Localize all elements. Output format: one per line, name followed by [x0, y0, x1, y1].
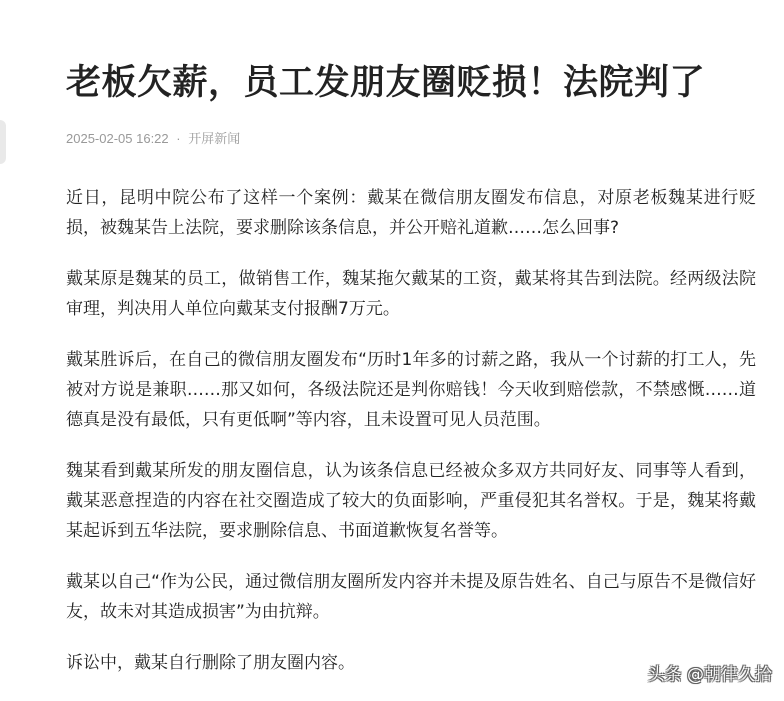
article-meta: [66, 128, 240, 147]
paragraph: 诉讼中，戴某自行删除了朋友圈内容。: [66, 653, 355, 673]
publish-date: 2025-02-05 16:22: [66, 131, 169, 146]
paragraph: 戴某以自己“作为公民，通过微信朋友圈所发内容并未提及原告姓名、自己与原告不是微信好友，故未对其造成损害”为由抗辩。: [66, 572, 756, 622]
meta-separator: ·: [176, 131, 181, 146]
paragraph: 魏某看到戴某所发的朋友圈信息，认为该条信息已经被众多双方共同好友、同事等人看到，戴某恶意捏造的内容在社交圈造成了较大的负面影响，严重侵犯其名誉权。于是，魏某将戴某起诉到五华法院，要求删除信息、书面道歉恢复名誉等。: [66, 461, 756, 541]
watermark: 头条 @朝律久拾: [647, 665, 772, 685]
article-title: 老板欠薪，员工发朋友圈贬损！法院判了: [66, 63, 706, 103]
left-edge-tab: [0, 120, 6, 164]
paragraph: 戴某原是魏某的员工，做销售工作，魏某拖欠戴某的工资，戴某将其告到法院。经两级法院审理，判决用人单位向戴某支付报酬7万元。: [66, 269, 756, 319]
article-source[interactable]: 开屏新闻: [188, 131, 241, 146]
paragraph: 戴某胜诉后，在自己的微信朋友圈发布“历时1年多的讨薪之路，我从一个讨薪的打工人，先被对方说是兼职……那又如何，各级法院还是判你赔钱！今天收到赔偿款，不禁感慨……道德真是没有最低，只有更低啊”等内容，且未设置可见人员范围。: [66, 350, 756, 430]
paragraph: 近日，昆明中院公布了这样一个案例：戴某在微信朋友圈发布信息，对原老板魏某进行贬损，被魏某告上法院，要求删除该条信息，并公开赔礼道歉……怎么回事?: [66, 188, 756, 238]
article-body: [66, 183, 756, 699]
